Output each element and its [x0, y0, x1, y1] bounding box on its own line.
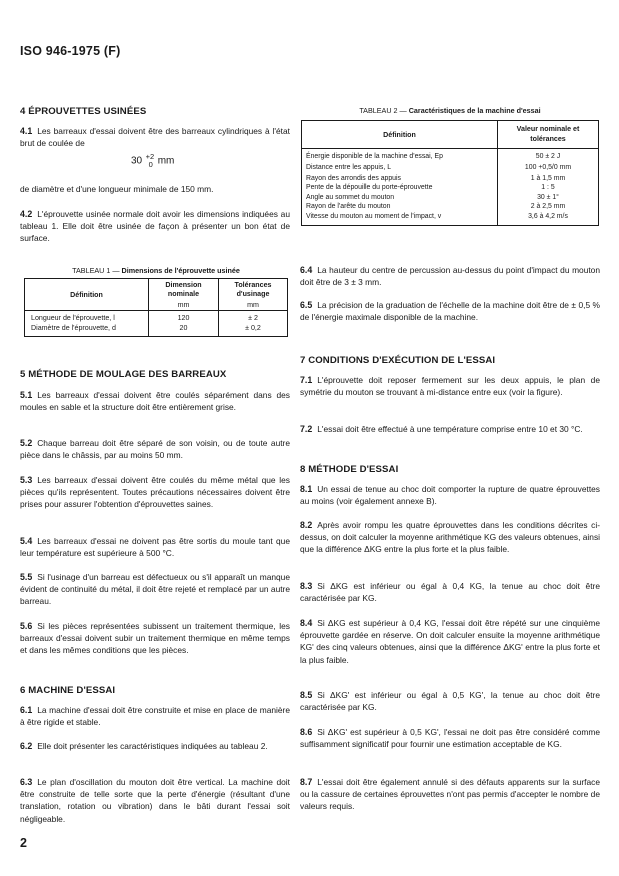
- table-caption-title: Dimensions de l'éprouvette usinée: [121, 266, 240, 275]
- table-unit: mm: [149, 301, 219, 311]
- paragraph-text: Les barreaux d'essai ne doivent pas être sortis du moule tant que leur température est supérieure à 500 °C.: [20, 536, 290, 559]
- table-2: [301, 120, 599, 226]
- table-cell: 3,6 à 4,2 m/s: [528, 212, 568, 220]
- table-unit: mm: [219, 301, 288, 311]
- paragraph-5-5: [20, 571, 290, 608]
- table-cell: 50 ± 2 J: [535, 153, 561, 160]
- paragraph-number: 6.4: [300, 265, 313, 275]
- paragraph-text: Un essai de tenue au choc doit comporter la rupture de quatre éprouvettes au moins (voir également annexe B).: [300, 484, 600, 507]
- table-caption-number: TABLEAU 1 —: [72, 266, 120, 275]
- paragraph-number: 5.3: [20, 475, 33, 485]
- paragraph-text: Si ΔKG' est inférieur ou égal à 0,5 KG', la tenue au choc doit être caractérisée par KG.: [300, 690, 600, 713]
- page-number: 2: [20, 836, 27, 850]
- paragraph-text: L'essai doit être effectué à une température comprise entre 10 et 30 °C.: [317, 424, 583, 434]
- paragraph-8-3: [300, 580, 600, 604]
- paragraph-5-3: [20, 474, 290, 511]
- table-cell: 2 à 2,5 mm: [530, 203, 566, 211]
- paragraph-8-6: [300, 726, 600, 750]
- paragraph-5-4: [20, 535, 290, 559]
- paragraph-5-1: [20, 389, 290, 413]
- table-cell: Pente de la dépouille du porte-éprouvette: [306, 184, 433, 192]
- table-cell: ± 2: [248, 314, 258, 322]
- paragraph-number: 8.7: [300, 777, 313, 787]
- paragraph-6-5: [300, 299, 600, 323]
- paragraph-8-1: [300, 483, 600, 507]
- table-cell: 20: [179, 323, 188, 332]
- table-header: Valeur nominale et tolérances: [498, 121, 599, 149]
- section-7-heading: 7 CONDITIONS D'EXÉCUTION DE L'ESSAI: [300, 355, 496, 366]
- paragraph-text: La machine d'essai doit être construite et mise en place de manière à être rigide et stable.: [20, 705, 290, 728]
- paragraph-text: L'éprouvette usinée normale doit avoir les dimensions indiquées au tableau 1. Elle doit être usinée de façon à présenter un bon état de surface.: [20, 209, 290, 244]
- paragraph-text: Le plan d'oscillation du mouton doit être vertical. La machine doit être construite de telle sorte que la perte d'énergie (résultant d'une translation, rotation ou vibration) dans le bâti durant l'essai soit négligeable.: [20, 777, 290, 824]
- table-header: Définition: [302, 121, 498, 149]
- paragraph-5-6: [20, 620, 290, 657]
- table-cell: Distance entre les appuis, L: [306, 163, 392, 171]
- paragraph-text: Chaque barreau doit être séparé de son voisin, ou de toute autre pièce dans le châssis, par au moins 50 mm.: [20, 438, 290, 461]
- diameter-formula: [131, 153, 174, 169]
- table-cell: 100 +0,5/0 mm: [524, 163, 572, 171]
- paragraph-number: 8.3: [300, 581, 313, 591]
- paragraph-text: Les barreaux d'essai doivent être des barreaux cylindriques à l'état brut de coulée de: [20, 126, 290, 149]
- paragraph-number: 4.2: [20, 209, 33, 219]
- paragraph-text: Si ΔKG est inférieur ou égal à 0,4 KG, la tenue au choc doit être caractérisée par KG.: [300, 581, 600, 604]
- formula-upper: +2: [145, 152, 155, 161]
- document-header: ISO 946-1975 (F): [20, 44, 121, 58]
- paragraph-number: 6.3: [20, 777, 33, 787]
- paragraph-4-1: [20, 125, 290, 149]
- paragraph-text: Après avoir rompu les quatre éprouvettes dans les conditions décrites ci-dessus, on doit calculer la moyenne arithmétique KG des valeurs obtenues, ainsi que la différence ΔKG entre la plus forte et la plus faible.: [300, 520, 600, 555]
- table-cell: Vitesse du mouton au moment de l'impact, v: [306, 212, 442, 220]
- table-caption-number: TABLEAU 2 —: [359, 106, 407, 115]
- paragraph-number: 7.1: [300, 375, 313, 385]
- paragraph-text: Si les pièces représentées subissent un traitement thermique, les barreaux d'essai doivent subir un traitement thermique en même temps et dans les mêmes conditions que les pièces.: [20, 621, 290, 656]
- section-8-heading: 8 MÉTHODE D'ESSAI: [300, 464, 399, 475]
- paragraph-6-2: [20, 740, 290, 752]
- table-cell: 30 ± 1°: [537, 193, 559, 201]
- paragraph-text: Si ΔKG' est supérieur à 0,5 KG', l'essai ne doit pas être considéré comme suffisamment significatif pour fournir une estimation acceptable de KG.: [300, 727, 600, 750]
- paragraph-number: 8.2: [300, 520, 313, 530]
- formula-lower: 0: [148, 160, 153, 169]
- table-cell: Longueur de l'éprouvette, l: [31, 314, 115, 322]
- table-cell: ± 0,2: [245, 323, 261, 332]
- table-2-caption: [299, 106, 601, 115]
- paragraph-text: Si ΔKG est supérieur à 0,4 KG, l'essai doit être répété sur une cinquième éprouvette gardée en réserve. On doit calculer ensuite la moyenne arithmétique KG' des cinq valeurs obtenues, ainsi que la différence ΔKG' entre la plus forte et la plus faible.: [300, 618, 600, 665]
- paragraph-number: 6.1: [20, 705, 33, 715]
- paragraph-8-4: [300, 617, 600, 666]
- formula-base: 30: [131, 155, 143, 167]
- formula-unit: mm: [157, 155, 175, 167]
- paragraph-text: Les barreaux d'essai doivent être coulés du même métal que les pièces qu'ils représentent. Toutes précautions nécessaires doivent être prises pour assurer l'obtention d'éprouvettes saines.: [20, 475, 290, 510]
- paragraph-7-1: [300, 374, 600, 398]
- paragraph-number: 5.1: [20, 390, 33, 400]
- table-cell: Rayon des arrondis des appuis: [306, 174, 401, 182]
- paragraph-text: L'essai doit être également annulé si des défauts apparents sur la surface ou la cassure de certaines éprouvettes n'ont pas permis d'accepter le nombre de valeurs requis.: [300, 777, 600, 812]
- table-cell: Rayon de l'arête du mouton: [306, 203, 391, 211]
- paragraph-text: Elle doit présenter les caractéristiques indiquées au tableau 2.: [37, 741, 268, 751]
- paragraph-number: 5.2: [20, 438, 33, 448]
- table-header: Définition: [25, 279, 149, 311]
- section-6-heading: 6 MACHINE D'ESSAI: [20, 685, 116, 696]
- paragraph-5-2: [20, 437, 290, 461]
- paragraph-number: 8.1: [300, 484, 313, 494]
- paragraph-number: 8.6: [300, 727, 313, 737]
- paragraph-4-2: [20, 208, 290, 245]
- paragraph-4-1-cont: de diamètre et d'une longueur minimale de 150 mm.: [20, 184, 214, 194]
- paragraph-8-5: [300, 689, 600, 713]
- paragraph-text: La hauteur du centre de percussion au-dessus du point d'impact du mouton doit être de 3 ± 3 mm.: [300, 265, 600, 288]
- table-cell: Énergie disponible de la machine d'essai, Ep: [306, 153, 443, 160]
- paragraph-text: Si l'usinage d'un barreau est défectueux ou s'il apparaît un manque évident de continuité du métal, il doit être rejeté et remplacé par un autre barreau.: [20, 572, 290, 607]
- table-cell: 1 à 1,5 mm: [530, 174, 566, 182]
- paragraph-6-3: [20, 776, 290, 825]
- paragraph-text: L'éprouvette doit reposer fermement sur les deux appuis, le plan de symétrie du mouton se trouvant à mi-distance entre eux (voir la figure).: [300, 375, 600, 398]
- paragraph-text: La précision de la graduation de l'échelle de la machine doit être de ± 0,5 % de l'énergie maximale disponible de la machine.: [300, 300, 600, 323]
- paragraph-8-2: [300, 519, 600, 556]
- table-cell: 1 : 5: [541, 184, 555, 192]
- table-header: Tolérances d'usinage: [219, 279, 288, 301]
- paragraph-number: 5.6: [20, 621, 33, 631]
- table-header: Dimension nominale: [149, 279, 219, 301]
- paragraph-number: 4.1: [20, 126, 33, 136]
- paragraph-6-4: [300, 264, 600, 288]
- paragraph-6-1: [20, 704, 290, 728]
- section-4-heading: 4 ÉPROUVETTES USINÉES: [20, 106, 147, 117]
- table-1-caption: [20, 266, 292, 275]
- paragraph-number: 5.5: [20, 572, 33, 582]
- table-cell: Diamètre de l'éprouvette, d: [31, 323, 116, 332]
- paragraph-number: 8.4: [300, 618, 313, 628]
- table-cell: 120: [177, 314, 190, 322]
- table-caption-title: Caractéristiques de la machine d'essai: [408, 106, 541, 115]
- table-cell: Angle au sommet du mouton: [306, 193, 395, 201]
- section-5-heading: 5 MÉTHODE DE MOULAGE DES BARREAUX: [20, 369, 227, 380]
- paragraph-text: Les barreaux d'essai doivent être coulés séparément dans des moules en sable et la structure doit être entièrement grise.: [20, 390, 290, 413]
- table-1: [24, 278, 288, 337]
- paragraph-8-7: [300, 776, 600, 813]
- paragraph-number: 6.2: [20, 741, 33, 751]
- paragraph-number: 6.5: [300, 300, 313, 310]
- paragraph-number: 8.5: [300, 690, 313, 700]
- paragraph-number: 7.2: [300, 424, 313, 434]
- paragraph-7-2: [300, 423, 600, 435]
- paragraph-number: 5.4: [20, 536, 33, 546]
